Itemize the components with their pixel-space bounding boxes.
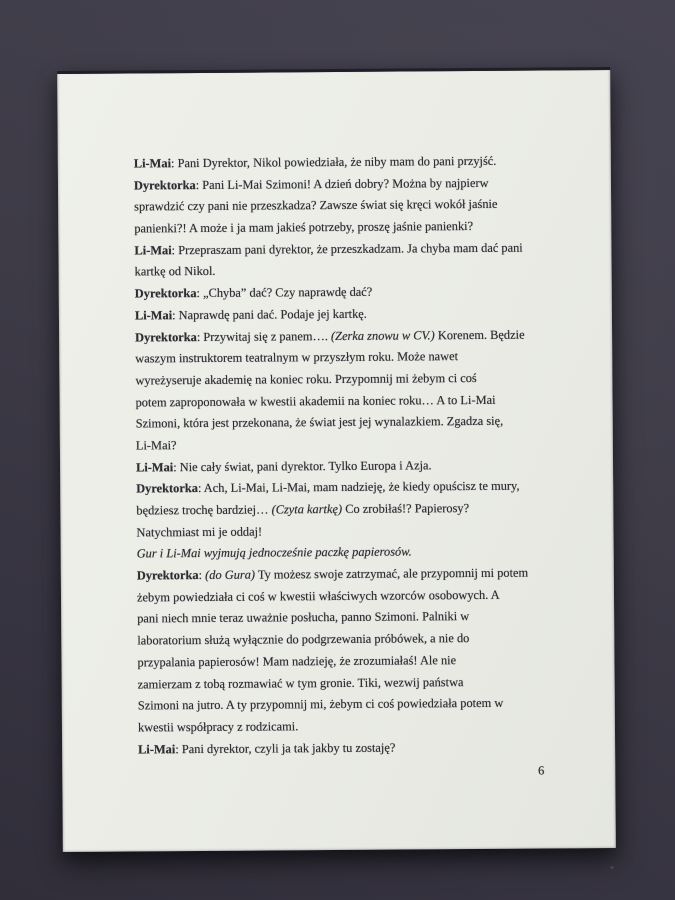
dialogue-text: : Ach, Li-Mai, Li-Mai, mam nadzieję, że kiedy opuścisz te mury,	[197, 478, 520, 496]
dialogue-text: Co zrobiłaś!? Papierosy?	[342, 501, 470, 516]
dialogue-text: : Przywitaj się z panem….	[196, 328, 332, 344]
dialogue-text: : Pani Dyrektor, Nikol powiedziała, że niby mam do pani przyjść.	[170, 153, 497, 171]
script-line	[136, 389, 576, 414]
character-name: Li-Mai	[135, 459, 174, 475]
dialogue-text: :	[198, 568, 206, 583]
script-line	[137, 562, 577, 587]
dialogue-text: : Pani dyrektor, czyli ja tak jakby tu zostaję?	[175, 740, 396, 756]
dialogue-text: kartkę od Nikol.	[134, 264, 216, 279]
dialogue-text: panienki?! A może i ja mam jakieś potrzeby, proszę jaśnie panienki?	[134, 219, 474, 236]
dialogue-text: przypalania papierosów! Mam nadzieję, że zrozumiałaś! Ale nie	[137, 652, 457, 670]
dialogue-text: wyreżyseruje akademię na koniec roku. Przypomnij mi żebym ci coś	[135, 370, 477, 388]
dialogue-text: : Nie cały świat, pani dyrektor. Tylko Europa i Azja.	[173, 457, 432, 474]
character-name: Dyrektorka	[136, 481, 198, 496]
dialogue-text: Ty możesz swoje zatrzymać, ale przypomnij mi potem	[254, 565, 529, 582]
dialogue-text: sprawdzić czy pani nie przeszkadza? Zawsze świat się kręci wokół jaśnie	[134, 197, 498, 214]
dialogue-text: będziesz trochę bardziej…	[136, 502, 272, 518]
dialogue-text: pani niech mnie teraz uważnie posłucha, panno Szimoni. Palniki w	[137, 609, 470, 626]
character-name: Li-Mai	[134, 242, 172, 258]
dialogue-text: zamierzam z tobą rozmawiać w tym gronie. Tiki, wezwij państwa	[137, 674, 464, 691]
character-name: Li-Mai	[138, 741, 176, 757]
script-line	[136, 454, 576, 479]
script-line	[134, 237, 574, 262]
dialogue-text: żebym powiedziała ci coś w kwestii właściwych wzorców osobowych. A	[136, 587, 500, 605]
stage-direction: (Zerka znowu w CV.)	[330, 327, 435, 343]
script-line	[136, 519, 576, 544]
script-line	[135, 324, 575, 349]
character-name: Dyrektorka	[133, 177, 196, 193]
dialogue-text: : Przepraszam pani dyrektor, że przeszkadzam. Ja chyba mam dać pani	[171, 240, 523, 257]
script-line	[136, 497, 576, 522]
script-text-block	[134, 150, 578, 760]
page-number: 6	[538, 763, 545, 778]
character-name: Li-Mai	[134, 308, 173, 323]
dialogue-text: Szimoni, która jest przekonana, że świat jest jej wynalazkiem. Zgadza się,	[135, 414, 504, 431]
character-name: Dyrektorka	[135, 329, 197, 344]
dialogue-text: : Naprawdę pani dać. Podaje jej kartkę.	[172, 306, 367, 323]
script-line	[136, 476, 576, 501]
script-line	[136, 410, 576, 435]
stage-direction: Gur i Li-Mai wyjmują jednocześnie paczkę papierosów.	[136, 544, 412, 561]
script-page	[57, 67, 616, 852]
character-name: Dyrektorka	[134, 286, 197, 301]
dialogue-text: waszym instruktorem teatralnym w przyszłym roku. Może nawet	[135, 349, 459, 366]
dialogue-text: : Pani Li-Mai Szimoni! A dzień dobry? Można by najpierw	[195, 175, 489, 192]
dialogue-text: : „Chyba” dać? Czy naprawdę dać?	[196, 284, 373, 301]
dialogue-text: potem zaproponowała w kwestii akademii na koniec roku… A to Li-Mai	[135, 392, 496, 410]
stage-direction: (Czyta kartkę)	[271, 501, 343, 517]
dialogue-text: kwestii współpracy z rodzicami.	[137, 719, 299, 735]
script-line	[136, 432, 576, 457]
character-name: Li-Mai	[133, 156, 172, 171]
dialogue-text: Natychmiast mi je oddaj!	[136, 524, 263, 540]
stage-direction: (do Gura)	[205, 567, 256, 583]
background-speck	[610, 866, 614, 869]
dialogue-text: Szimoni na jutro. A ty przypomnij mi, żebym ci coś powiedziała potem w	[137, 695, 504, 713]
script-line	[138, 736, 578, 761]
dialogue-text: Korenem. Będzie	[434, 327, 525, 342]
dialogue-text: laboratorium służą wyłącznie do podgrzewania próbówek, a nie do	[137, 631, 470, 648]
character-name: Dyrektorka	[136, 568, 199, 583]
dialogue-text: Li-Mai?	[135, 438, 177, 453]
